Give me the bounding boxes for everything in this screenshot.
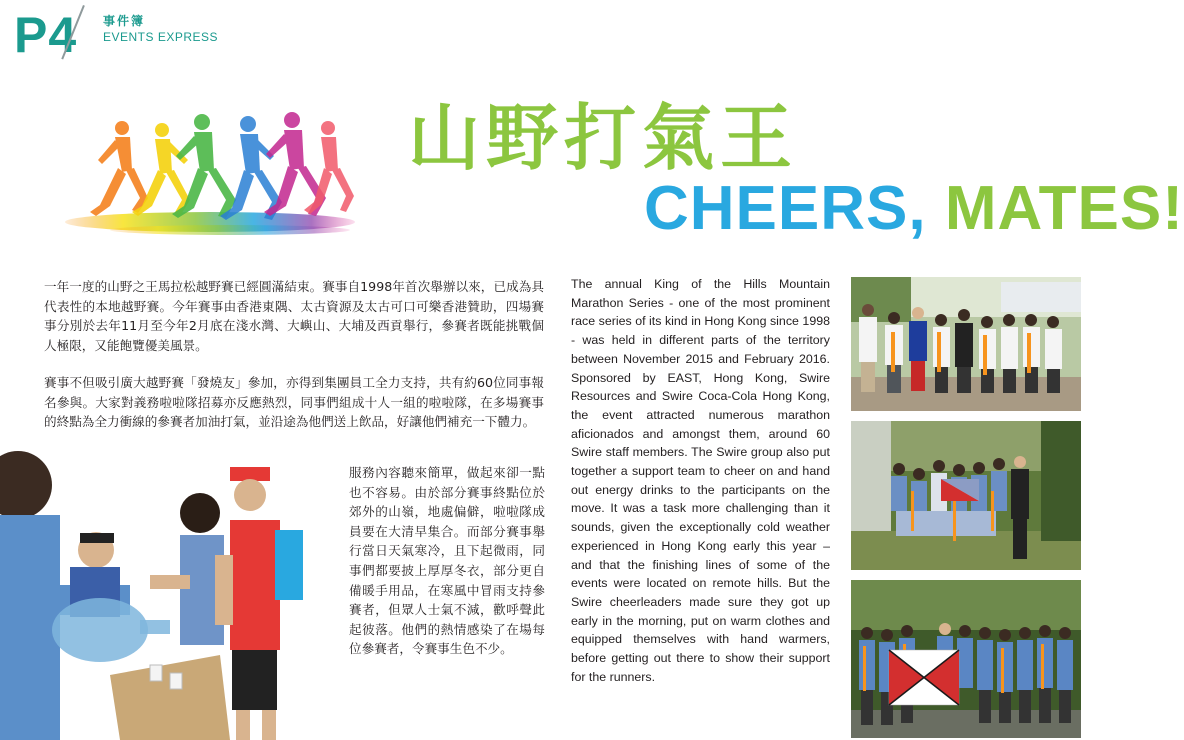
photo-cheer-team-forest [851, 421, 1081, 570]
photo-volunteers-water-station [0, 445, 330, 740]
title-en-part1: CHEERS, [644, 174, 945, 243]
section-title-zh: 事件簿 [103, 14, 146, 28]
title-en [644, 176, 1184, 242]
body-zh-paragraph-3: 服務內容聽來簡單，做起來卻一點也不容易。由於部分賽事終點位於郊外的山嶺，地處偏僻，啦啦隊成員要在大清早集合。而部分賽事舉行當日天氣寒冷，且下起微雨，同事們都要披上厚厚冬衣，部分更自備暖手用品，在寒風中冒雨支持參賽者，但眾人士氣不減，歡呼聲此起彼落。他們的熱情感染了在場每位參賽者，令賽事生色不少。 [349, 465, 545, 657]
body-en: The annual King of the Hills Mountain Marathon Series - one of the most prominent race series of its kind in Hong Kong since 1998 - was held in different parts of the territory between November 2015 and February 2016. Sponsored by EAST, Hong Kong, Swire Resources and Swire Coca-Cola Hong Kong, the event attracted numerous marathon aficionados and amongst them, around 60 Swire staff members. The Swire group also put together a support team to cheer on and hand out energy drinks to the participants on the move. It was a task more challenging than it sounds, given the exceptionally cold weather experienced in Hong Kong early this year – and that the finishing lines of some of the events were located on remote hills. But the Swire cheerleaders made sure they got up early in the morning, put on warm clothes and equipped themselves with hand warmers, before getting out there to show their support for the runners. [571, 277, 830, 684]
photo-group-finish [851, 277, 1081, 411]
body-zh-paragraph-1: 一年一度的山野之王馬拉松越野賽已經圓滿結束。賽事自1998年首次舉辦以來，已成為具代表性的本地越野賽。今年賽事由香港東隅、太古資源及太古可口可樂香港贊助，四場賽事分別於去年11月至今年2月底在淺水灣、大嶼山、大埔及西貢舉行，參賽者既能挑戰個人極限，又能飽覽優美風景。 [44, 279, 544, 353]
section-title-en: EVENTS EXPRESS [103, 30, 219, 44]
swire-flag [889, 650, 959, 705]
title-en-part2: MATES! [944, 174, 1184, 243]
runners-illustration [60, 110, 365, 245]
body-zh-paragraph-2: 賽事不但吸引廣大越野賽「發燒友」參加，亦得到集團員工全力支持，共有約60位同事報名參與。大家對義務啦啦隊招募亦反應熱烈，同事們組成十人一組的啦啦隊，在多場賽事的終點為全力衝線的參賽者加油打氣，並沿途為他們送上飲品，好讓他們補充一下體力。 [44, 375, 544, 430]
photo-team-swire-flag [851, 580, 1081, 738]
page-number: P4 [14, 7, 78, 63]
title-zh: 山野打氣王 [408, 96, 799, 180]
